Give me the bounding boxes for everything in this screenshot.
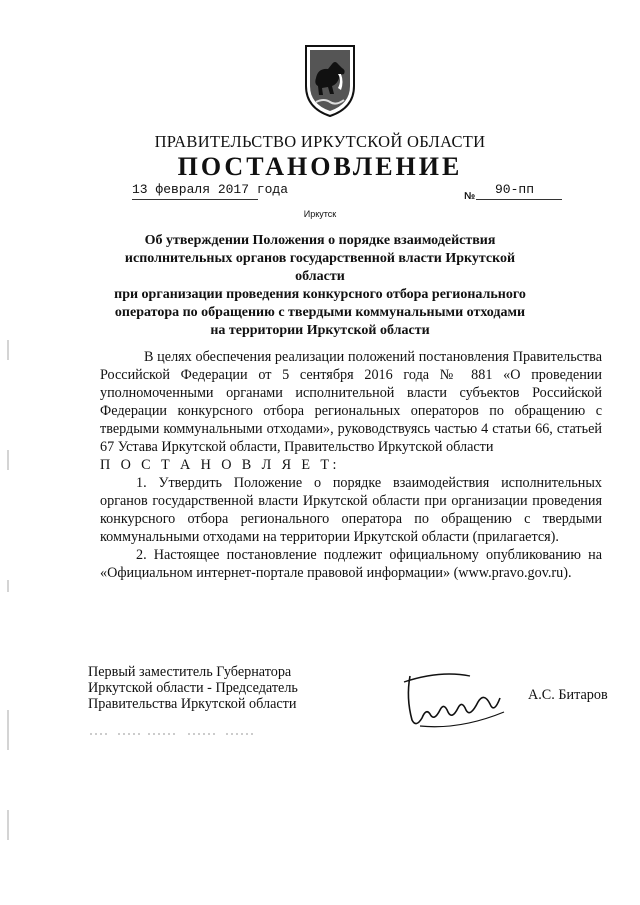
scan-smudge (88, 730, 258, 738)
decree-body (100, 348, 602, 582)
subject-line: Об утверждении Положения о порядке взаимодействия (144, 233, 496, 248)
decree-title: ПОСТАНОВЛЕНИЕ (177, 152, 463, 181)
preamble-paragraph: В целях обеспечения реализации положений постановления Правительства Российской Федерации от 5 сентября 2016 года № 881 «О проведении уполномоченными органами исполнительной власти субъектов Российской Федерации конкурсного отбора региональных операторов по обращению с твердыми коммунальными отходами», руководствуясь частью 4 статьи 66, статьей 67 Устава Иркутской области, Правительство Иркутской области (100, 349, 602, 455)
number-underline (476, 199, 562, 200)
city-label: Иркутск (303, 209, 337, 219)
item-1-paragraph: 1. Утвердить Положение о порядке взаимодействия исполнительных органов государственной власти Иркутской области при организации проведения конкурсного отбора регионального оператора по обращению с твердыми коммунальными отходами на территории Иркутской области (прилагается). (100, 475, 602, 545)
scan-margin-marks (6, 330, 10, 890)
subject-line: исполнительных органов государственной власти Иркутской области (124, 251, 516, 284)
signer-position-line: Первый заместитель Губернатора (88, 664, 292, 680)
number-sign: № (464, 191, 476, 202)
government-title: ПРАВИТЕЛЬСТВО ИРКУТСКОЙ ОБЛАСТИ (154, 132, 486, 151)
subject-line: на территории Иркутской области (210, 323, 430, 338)
handwritten-signature (400, 668, 512, 732)
subject-line: при организации проведения конкурсного отбора регионального (114, 287, 526, 302)
signer-position-line: Правительства Иркутской области (88, 696, 297, 712)
decree-number: 90-пп (495, 182, 535, 197)
signer-position-line: Иркутской области - Председатель (88, 680, 298, 696)
subject-line: оператора по обращению с твердыми коммунальными отходами (114, 305, 526, 320)
date-underline (132, 199, 258, 200)
signer-name: А.С. Битаров (528, 687, 608, 703)
decree-subject (100, 232, 540, 340)
decree-date: 13 февраля 2017 года (132, 182, 289, 197)
item-2-paragraph: 2. Настоящее постановление подлежит официальному опубликованию на «Официальном интернет-портале правовой информации» (www.pravo.gov.ru). (100, 547, 602, 581)
irkutsk-coat-of-arms-icon (302, 44, 358, 118)
signer-position (88, 664, 298, 712)
decides-heading: П О С Т А Н О В Л Я Е Т: (100, 457, 340, 473)
